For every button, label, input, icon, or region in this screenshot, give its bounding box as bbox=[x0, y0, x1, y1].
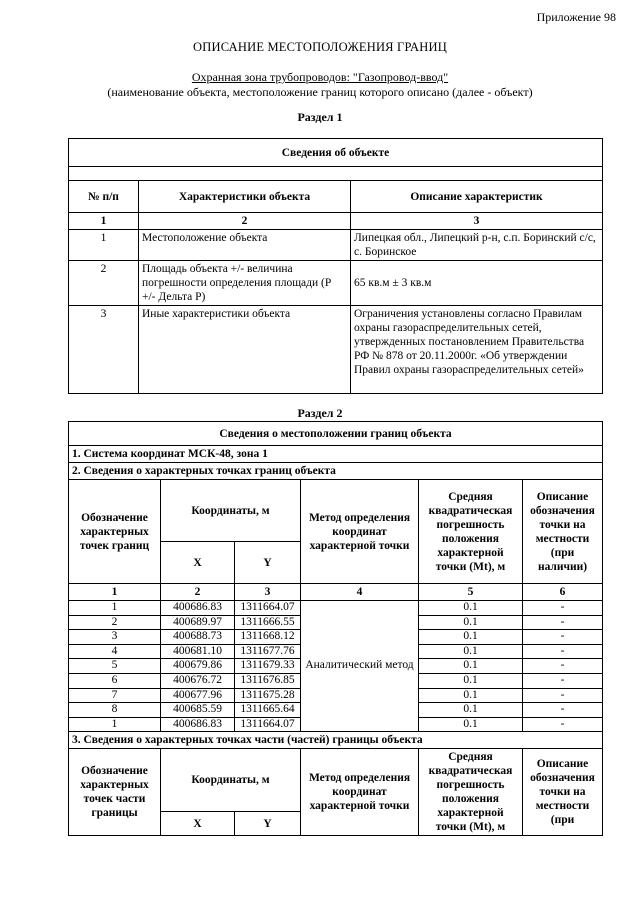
section-2-label: Раздел 2 bbox=[297, 406, 343, 420]
characteristic-value: Липецкая обл., Липецкий р-н, с.п. Боринский с/с, с. Боринское bbox=[351, 230, 603, 261]
point-description: - bbox=[523, 659, 603, 674]
col-header-characteristic: Характеристики объекта bbox=[139, 181, 351, 213]
index-cell: 3 bbox=[351, 213, 603, 230]
part-col-header-x: X bbox=[161, 812, 235, 836]
boundary-caption: Сведения о местоположении границ объекта bbox=[69, 422, 603, 446]
point-number: 8 bbox=[69, 703, 161, 718]
point-description: - bbox=[523, 673, 603, 688]
part-col-header-method: Метод определения координат характерной точки bbox=[301, 749, 419, 836]
point-number: 4 bbox=[69, 644, 161, 659]
point-y: 1311679.33 bbox=[235, 659, 301, 674]
characteristic-value: 65 кв.м ± 3 кв.м bbox=[351, 261, 603, 306]
point-error: 0.1 bbox=[419, 601, 523, 616]
point-y: 1311665.64 bbox=[235, 703, 301, 718]
object-name bbox=[0, 70, 640, 85]
point-y: 1311677.76 bbox=[235, 644, 301, 659]
object-info-table bbox=[68, 138, 603, 394]
index-cell: 2 bbox=[161, 584, 235, 601]
col-header-y: Y bbox=[235, 542, 301, 584]
point-y: 1311668.12 bbox=[235, 630, 301, 645]
point-error: 0.1 bbox=[419, 703, 523, 718]
index-cell: 1 bbox=[69, 584, 161, 601]
col-header-description: Описание обозначения точки на местности (при наличии) bbox=[523, 480, 603, 584]
point-y: 1311664.07 bbox=[235, 601, 301, 616]
col-header-number: № п/п bbox=[69, 181, 139, 213]
row-number: 3 bbox=[69, 306, 139, 394]
col-header-coords: Координаты, м bbox=[161, 480, 301, 542]
characteristic-name: Площадь объекта +/- величина погрешности определения площади (Р +/- Дельта Р) bbox=[139, 261, 351, 306]
point-error: 0.1 bbox=[419, 659, 523, 674]
point-description: - bbox=[523, 601, 603, 616]
point-description: - bbox=[523, 688, 603, 703]
point-x: 400688.73 bbox=[161, 630, 235, 645]
boundary-points-table bbox=[68, 421, 603, 836]
part-col-header-description: Описание обозначения точки на местности (при bbox=[523, 749, 603, 836]
index-cell: 4 bbox=[301, 584, 419, 601]
point-number: 5 bbox=[69, 659, 161, 674]
object-name-text: Охранная зона трубопроводов: "Газопровод-ввод" bbox=[191, 70, 449, 84]
point-x: 400689.97 bbox=[161, 615, 235, 630]
point-error: 0.1 bbox=[419, 615, 523, 630]
col-header-designation: Обозначение характерных точек границ bbox=[69, 480, 161, 584]
point-number: 6 bbox=[69, 673, 161, 688]
index-cell: 5 bbox=[419, 584, 523, 601]
points-section-title: 2. Сведения о характерных точках границ объекта bbox=[69, 463, 603, 480]
object-info-caption: Сведения об объекте bbox=[69, 139, 603, 167]
part-col-header-error: Средняя квадратическая погрешность положения характерной точки (Mt), м bbox=[419, 749, 523, 836]
section-1-label: Раздел 1 bbox=[297, 110, 343, 124]
col-header-description: Описание характеристик bbox=[351, 181, 603, 213]
part-points-section-title: 3. Сведения о характерных точках части (частей) границы объекта bbox=[69, 732, 603, 749]
characteristic-name: Иные характеристики объекта bbox=[139, 306, 351, 394]
point-x: 400686.83 bbox=[161, 601, 235, 616]
table-row bbox=[69, 230, 603, 261]
point-description: - bbox=[523, 717, 603, 732]
point-x: 400676.72 bbox=[161, 673, 235, 688]
point-y: 1311675.28 bbox=[235, 688, 301, 703]
point-x: 400677.96 bbox=[161, 688, 235, 703]
point-error: 0.1 bbox=[419, 673, 523, 688]
point-number: 7 bbox=[69, 688, 161, 703]
point-description: - bbox=[523, 703, 603, 718]
point-description: - bbox=[523, 630, 603, 645]
point-error: 0.1 bbox=[419, 717, 523, 732]
point-description: - bbox=[523, 644, 603, 659]
point-number: 2 bbox=[69, 615, 161, 630]
index-cell: 3 bbox=[235, 584, 301, 601]
point-number: 1 bbox=[69, 717, 161, 732]
row-number: 1 bbox=[69, 230, 139, 261]
characteristic-value: Ограничения установлены согласно Правилам охраны газораспределительных сетей, утвержденных постановлением Правительства РФ № 878 от 20.11.2000г. «Об утверждении Правил охраны газораспределительных сетей» bbox=[351, 306, 603, 394]
point-error: 0.1 bbox=[419, 630, 523, 645]
point-error: 0.1 bbox=[419, 688, 523, 703]
point-number: 1 bbox=[69, 601, 161, 616]
point-y: 1311664.07 bbox=[235, 717, 301, 732]
point-x: 400686.83 bbox=[161, 717, 235, 732]
table-row bbox=[69, 261, 603, 306]
part-col-header-coords: Координаты, м bbox=[161, 749, 301, 812]
index-cell: 1 bbox=[69, 213, 139, 230]
point-error: 0.1 bbox=[419, 644, 523, 659]
part-col-header-y: Y bbox=[235, 812, 301, 836]
row-number: 2 bbox=[69, 261, 139, 306]
col-header-x: X bbox=[161, 542, 235, 584]
table-row bbox=[69, 601, 603, 616]
characteristic-name: Местоположение объекта bbox=[139, 230, 351, 261]
object-name-note: (наименование объекта, местоположение границ которого описано (далее - объект) bbox=[107, 85, 533, 99]
point-x: 400685.59 bbox=[161, 703, 235, 718]
index-cell: 2 bbox=[139, 213, 351, 230]
point-y: 1311666.55 bbox=[235, 615, 301, 630]
col-header-method: Метод определения координат характерной точки bbox=[301, 480, 419, 584]
part-col-header-designation: Обозначение характерных точек части границы bbox=[69, 749, 161, 836]
coord-system: 1. Система координат МСК-48, зона 1 bbox=[69, 446, 603, 463]
point-y: 1311676.85 bbox=[235, 673, 301, 688]
index-cell: 6 bbox=[523, 584, 603, 601]
col-header-error: Средняя квадратическая погрешность положения характерной точки (Mt), м bbox=[419, 480, 523, 584]
spacer-row bbox=[69, 167, 603, 181]
point-x: 400679.86 bbox=[161, 659, 235, 674]
point-number: 3 bbox=[69, 630, 161, 645]
table-row bbox=[69, 306, 603, 394]
appendix-number: Приложение 98 bbox=[536, 10, 616, 24]
document-title: ОПИСАНИЕ МЕСТОПОЛОЖЕНИЯ ГРАНИЦ bbox=[193, 40, 447, 54]
method-value: Аналитический метод bbox=[301, 601, 419, 732]
point-description: - bbox=[523, 615, 603, 630]
point-x: 400681.10 bbox=[161, 644, 235, 659]
